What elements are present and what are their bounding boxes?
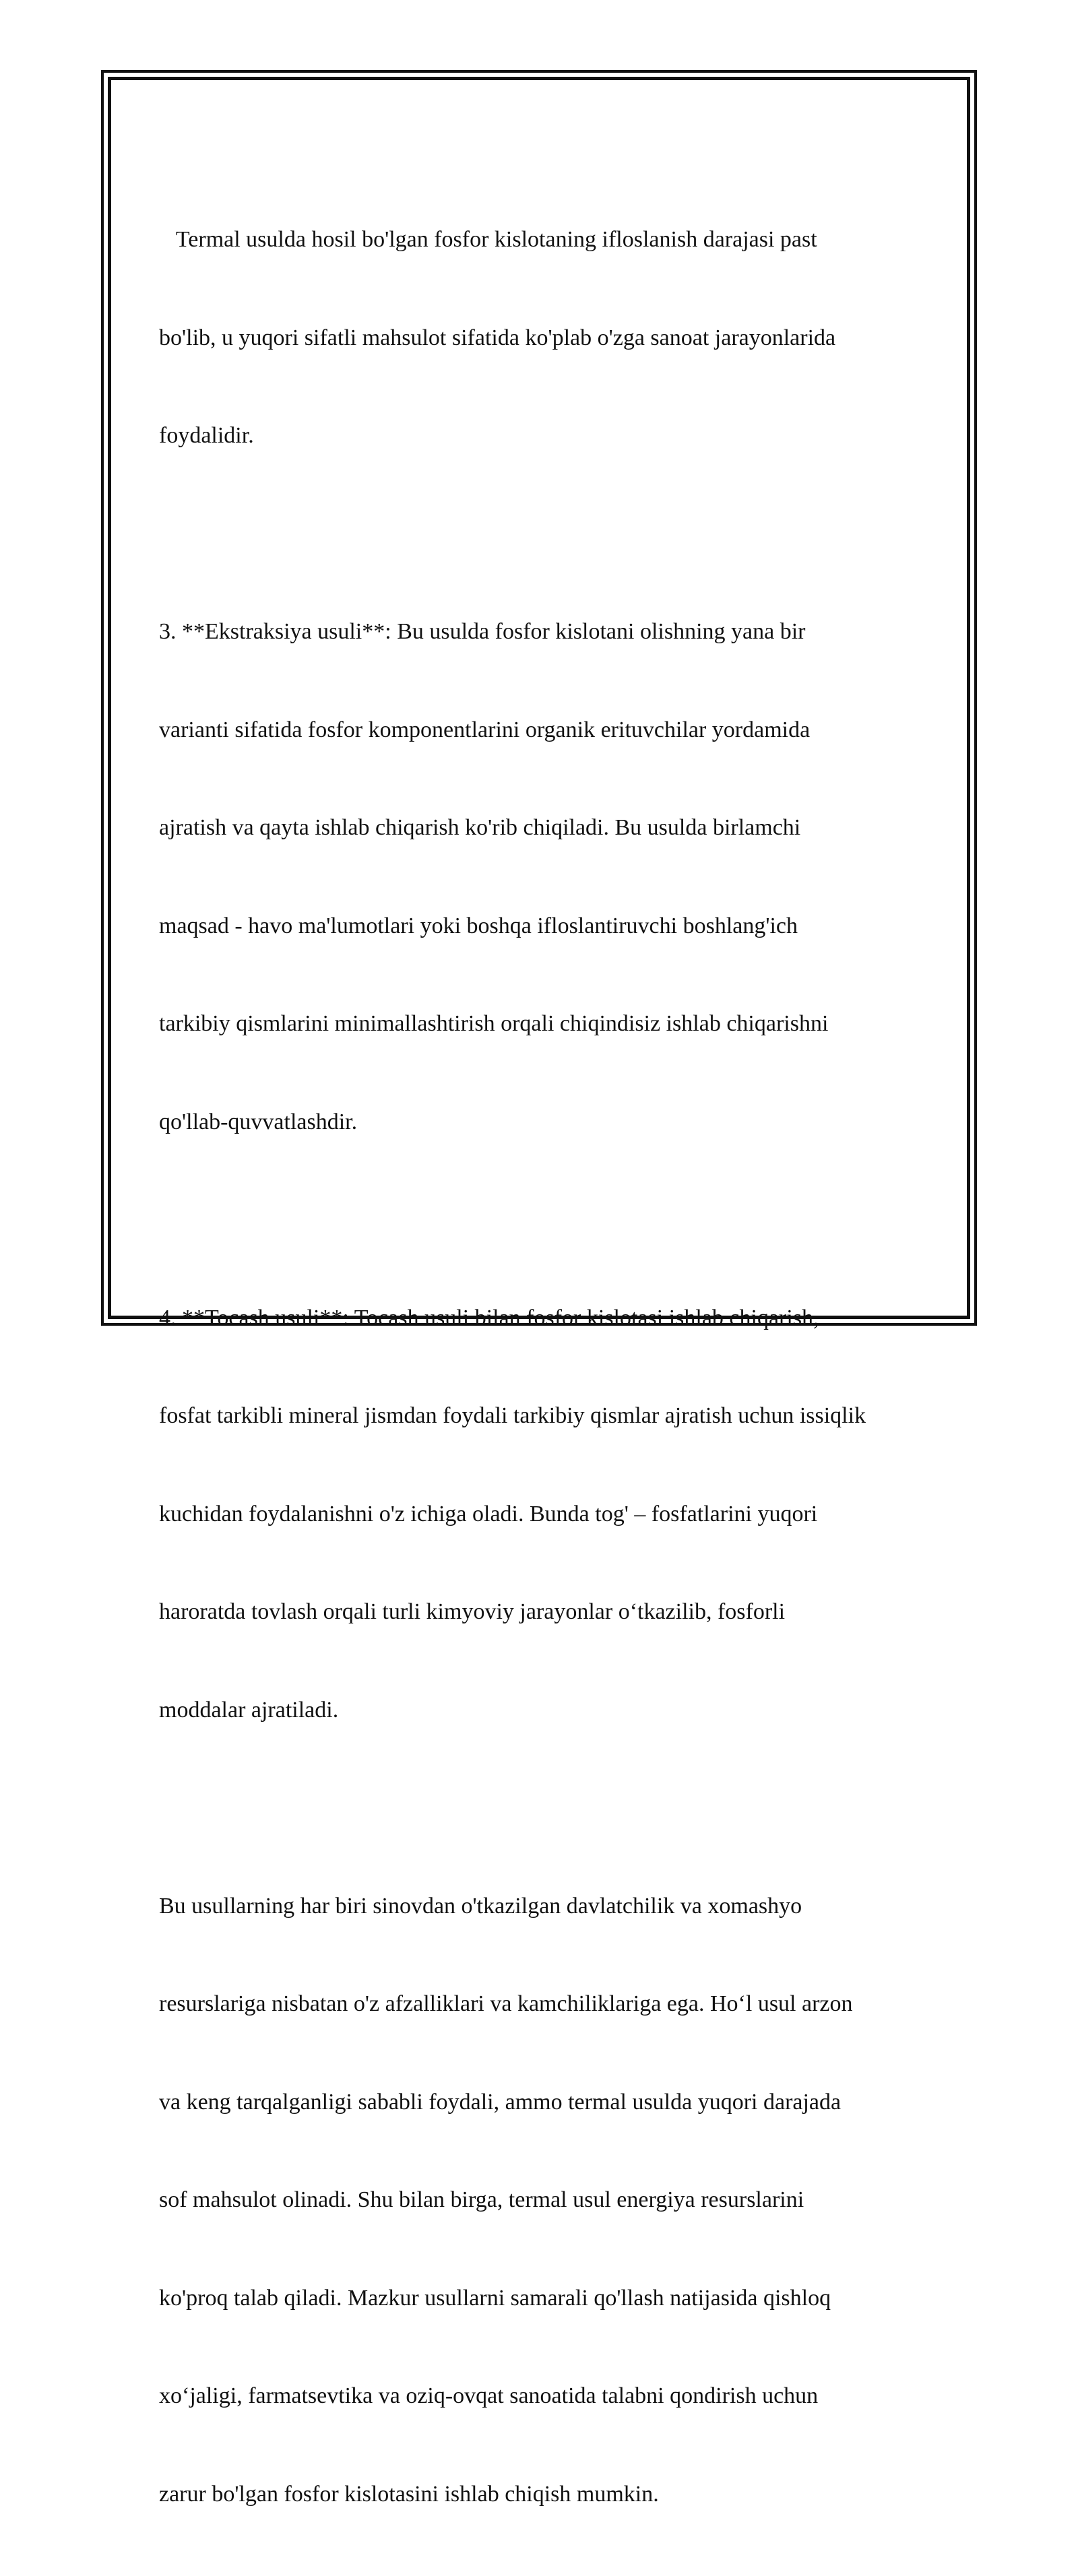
text-line: maqsad - havo ma'lumotlari yoki boshqa ifloslantiruvchi boshlang'ich bbox=[159, 910, 934, 943]
text-line: tarkibiy qismlarini minimallashtirish orqali chiqindisiz ishlab chiqarishni bbox=[159, 1008, 934, 1041]
text-line: 4. **Tocash usuli**: Tocash usuli bilan fosfor kislotasi ishlab chiqarish, bbox=[159, 1302, 934, 1335]
text-line: resurslariga nisbatan o'z afzalliklari va kamchiliklariga ega. Ho‘l usul arzon bbox=[159, 1988, 934, 2021]
paragraph-tocash bbox=[159, 1237, 934, 1793]
text-line: varianti sifatida fosfor komponentlarini organik erituvchilar yordamida bbox=[159, 714, 934, 747]
text-line: va keng tarqalganligi sababli foydali, ammo termal usulda yuqori darajada bbox=[159, 2086, 934, 2119]
text-line: fosfat tarkibli mineral jismdan foydali tarkibiy qismlar ajratish uchun issiqlik bbox=[159, 1400, 934, 1433]
text-line: bo'lib, u yuqori sifatli mahsulot sifatida ko'plab o'zga sanoat jarayonlarida bbox=[159, 322, 934, 355]
text-line: Termal usulda hosil bo'lgan fosfor kislotaning ifloslanish darajasi past bbox=[159, 224, 934, 257]
text-line: ko'proq talab qiladi. Mazkur usullarni samarali qo'llash natijasida qishloq bbox=[159, 2282, 934, 2315]
text-line: kuchidan foydalanishni o'z ichiga oladi. Bunda tog' – fosfatlarini yuqori bbox=[159, 1498, 934, 1531]
document-body bbox=[159, 158, 934, 2576]
text-line: haroratda tovlash orqali turli kimyoviy jarayonlar o‘tkazilib, fosforli bbox=[159, 1596, 934, 1629]
text-line: xo‘jaligi, farmatsevtika va oziq-ovqat sanoatida talabni qondirish uchun bbox=[159, 2380, 934, 2413]
text-line: sof mahsulot olinadi. Shu bilan birga, termal usul energiya resurslarini bbox=[159, 2184, 934, 2217]
paragraph-termal-summary bbox=[159, 158, 934, 518]
paragraph-conclusion bbox=[159, 1825, 934, 2576]
text-line: moddalar ajratiladi. bbox=[159, 1694, 934, 1727]
text-line: 3. **Ekstraksiya usuli**: Bu usulda fosfor kislotani olishning yana bir bbox=[159, 616, 934, 649]
text-line: foydalidir. bbox=[159, 420, 934, 453]
text-line: Bu usullarning har biri sinovdan o'tkazilgan davlatchilik va xomashyo bbox=[159, 1890, 934, 1923]
paragraph-ekstraksiya bbox=[159, 550, 934, 1204]
text-line: qo'llab-quvvatlashdir. bbox=[159, 1106, 934, 1139]
text-line: ajratish va qayta ishlab chiqarish ko'rib chiqiladi. Bu usulda birlamchi bbox=[159, 812, 934, 845]
text-line: zarur bo'lgan fosfor kislotasini ishlab chiqish mumkin. bbox=[159, 2478, 934, 2511]
